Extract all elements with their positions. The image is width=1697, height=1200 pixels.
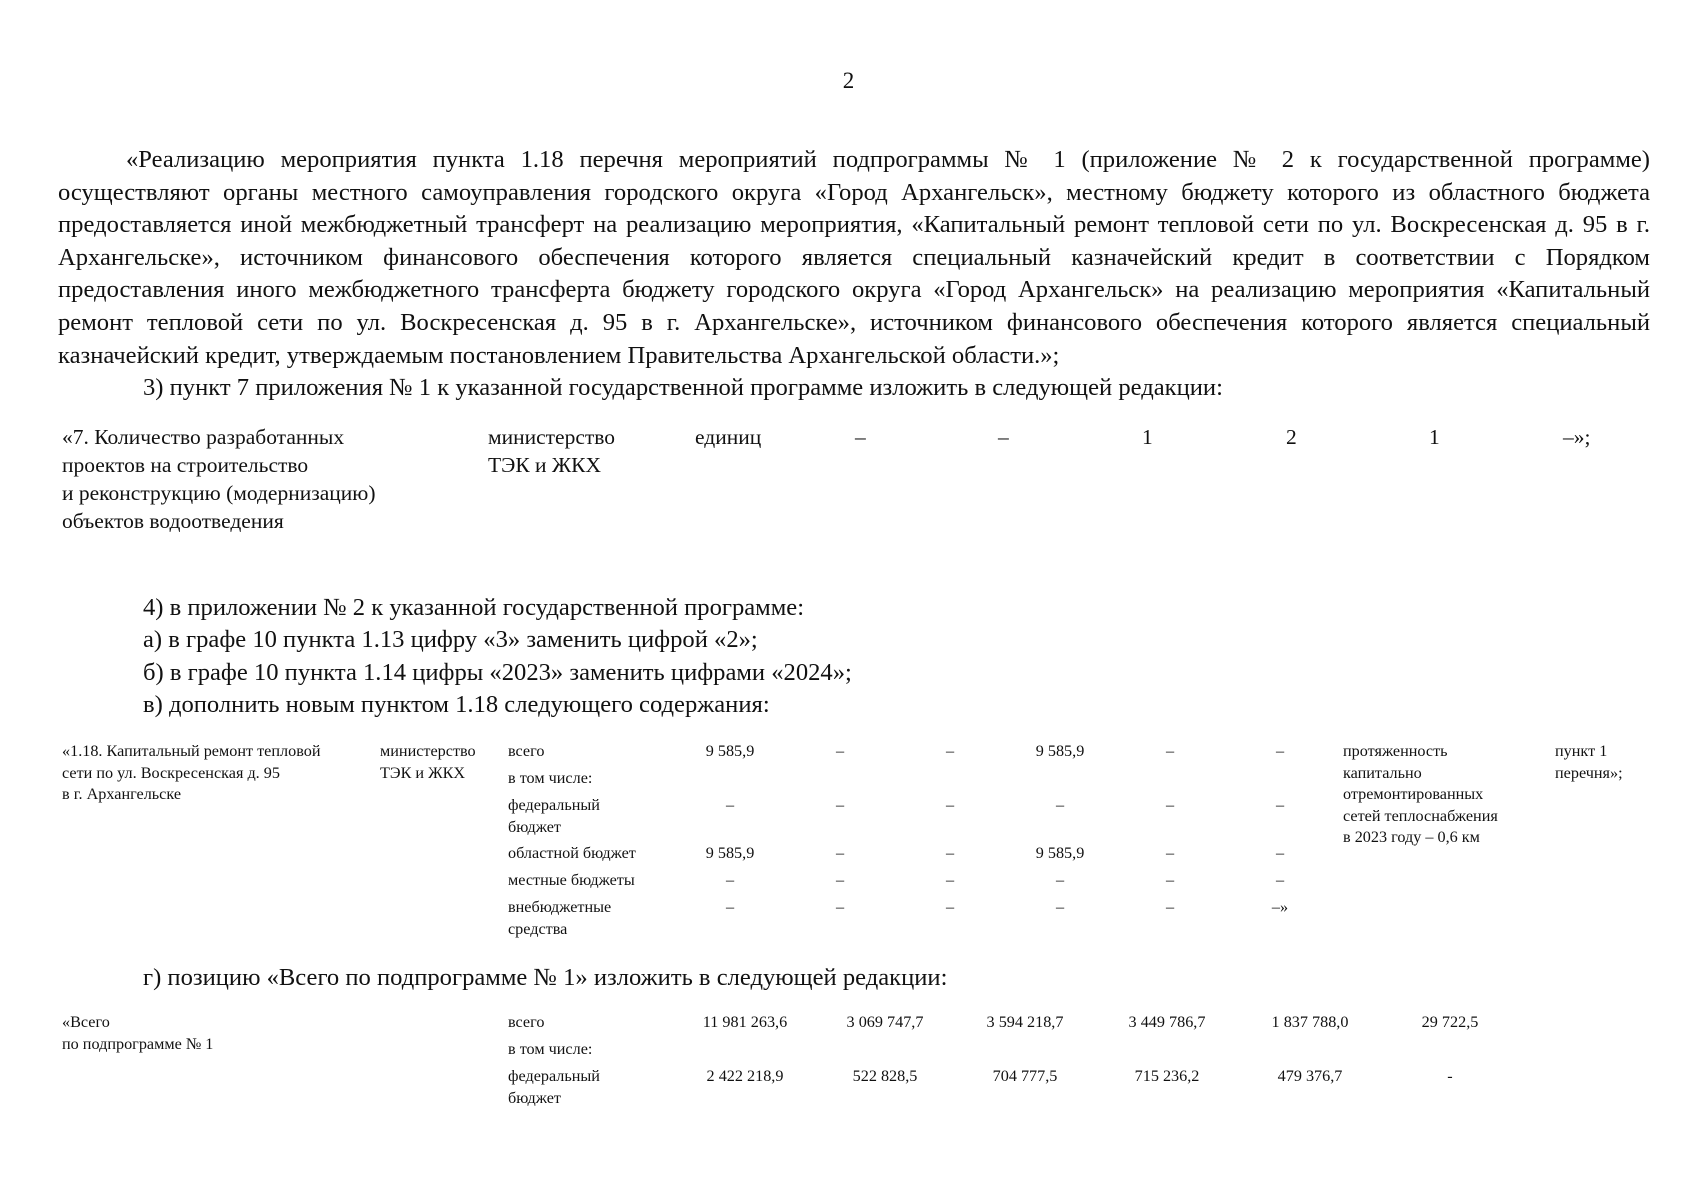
table2-row-label: местные бюджеты — [508, 871, 635, 889]
table2-cell: – — [945, 742, 955, 760]
table2-cell: – — [945, 796, 955, 814]
table3-cell: 522 828,5 — [852, 1067, 918, 1085]
table3-cell: 479 376,7 — [1277, 1067, 1343, 1085]
table2-cell: – — [1055, 796, 1065, 814]
table2-cell: 9 585,9 — [705, 844, 755, 862]
item-4a-text: а) в графе 10 пункта 1.13 цифру «3» заменить цифрой «2»; — [143, 626, 758, 653]
item-4g-text: г) позицию «Всего по подпрограмме № 1» изложить в следующей редакции: — [143, 964, 948, 991]
table1-value: –»; — [1563, 425, 1591, 449]
table1-value: – — [998, 425, 1009, 449]
table3-cell: 715 236,2 — [1134, 1067, 1200, 1085]
table1-value: 1 — [1142, 425, 1153, 449]
item-4b-text: б) в графе 10 пункта 1.14 цифры «2023» заменить цифрами «2024»; — [143, 659, 852, 686]
table2-cell: – — [725, 871, 735, 889]
table2-cell: – — [835, 742, 845, 760]
table2-cell: – — [1165, 796, 1175, 814]
table3-cell: 2 422 218,9 — [706, 1067, 784, 1085]
table2-result: протяженность капитально отремонтированных сетей теплоснабжения в 2023 году – 0,6 км — [1343, 742, 1498, 846]
item-4v-text: в) дополнить новым пунктом 1.18 следующего содержания: — [143, 691, 770, 718]
table2-ministry: министерство ТЭК и ЖКХ — [380, 742, 476, 782]
table2-row-label: внебюджетные средства — [508, 898, 612, 938]
page-number: 2 — [842, 68, 855, 93]
table3-cell: 11 981 263,6 — [702, 1013, 788, 1031]
table3-cell: 1 837 788,0 — [1271, 1013, 1349, 1031]
table1-value: 2 — [1286, 425, 1297, 449]
table2-reference: пункт 1 перечня»; — [1555, 742, 1623, 782]
table2-cell: – — [835, 871, 845, 889]
table3-name: «Всего по подпрограмме № 1 — [62, 1013, 214, 1053]
table1-unit: единиц — [695, 425, 762, 449]
table2-cell: – — [1165, 844, 1175, 862]
table2-cell: 9 585,9 — [1035, 844, 1085, 862]
table2-cell: 9 585,9 — [705, 742, 755, 760]
table3-cell: 3 594 218,7 — [986, 1013, 1064, 1031]
table1-value: 1 — [1429, 425, 1440, 449]
table2-row-label: всего — [508, 742, 545, 760]
table2-cell: – — [1165, 742, 1175, 760]
table3-row-label: федеральный бюджет — [508, 1067, 600, 1107]
table1-value: – — [855, 425, 866, 449]
table2-row-label: в том числе: — [508, 769, 593, 787]
item-4-text: 4) в приложении № 2 к указанной государственной программе: — [143, 594, 805, 621]
table2-cell: – — [1275, 742, 1285, 760]
table3-cell: 704 777,5 — [992, 1067, 1058, 1085]
table2-row-label: областной бюджет — [508, 844, 636, 862]
table3-row-label: в том числе: — [508, 1040, 593, 1058]
table2-cell: 9 585,9 — [1035, 742, 1085, 760]
table2-cell: – — [1055, 898, 1065, 916]
table3-cell: 3 069 747,7 — [846, 1013, 924, 1031]
table2-cell: – — [1165, 871, 1175, 889]
table3-row-label: всего — [508, 1013, 545, 1031]
table2-cell: – — [945, 898, 955, 916]
table1-name: «7. Количество разработанных проектов на строительство и реконструкцию (модернизацию) объектов водоотведения — [62, 425, 376, 533]
table2-name: «1.18. Капитальный ремонт тепловой сети по ул. Воскресенская д. 95 в г. Архангельске — [62, 742, 321, 803]
table1-ministry: министерство ТЭК и ЖКХ — [488, 425, 616, 477]
table2-cell: – — [945, 844, 955, 862]
table2-cell: – — [725, 796, 735, 814]
table2-cell: – — [725, 898, 735, 916]
table2-cell: – — [945, 871, 955, 889]
table2-cell: – — [1275, 796, 1285, 814]
item-3-text: 3) пункт 7 приложения № 1 к указанной государственной программе изложить в следующей редакции: — [143, 374, 1223, 401]
table2-cell: – — [1275, 844, 1285, 862]
table3-cell: - — [1447, 1067, 1453, 1085]
table2-cell: – — [835, 898, 845, 916]
table3-cell: 3 449 786,7 — [1128, 1013, 1206, 1031]
table2-cell: – — [835, 844, 845, 862]
table2-cell: – — [835, 796, 845, 814]
main-paragraph: «Реализацию мероприятия пункта 1.18 перечня мероприятий подпрограммы № 1 (приложение № 2 к государственной программе) осуществляют органы местного самоуправления городского округа «Город Архангельск», местному бюджету которого из областного бюджета предоставляется иной межбюджетный трансферт на реализацию мероприятия, «Капитальный ремонт тепловой сети по ул. Воскресенская д. 95 в г. Архангельске», источником финансового обеспечения которого является специальный казначейский кредит в соответствии с Порядком предоставления иного межбюджетного трансферта бюджету городского округа «Город Архангельск» на реализацию мероприятия «Капитальный ремонт тепловой сети по ул. Воскресенская д. 95 в г. Архангельске», источником финансового обеспечения которого является специальный казначейский кредит, утверждаемым постановлением Правительства Архангельской области.»; — [58, 146, 1650, 369]
table2-row-label: федеральный бюджет — [508, 796, 600, 836]
table2-cell: – — [1055, 871, 1065, 889]
table2-cell: –» — [1271, 898, 1289, 916]
table2-cell: – — [1165, 898, 1175, 916]
table3-cell: 29 722,5 — [1421, 1013, 1479, 1031]
table2-cell: – — [1275, 871, 1285, 889]
